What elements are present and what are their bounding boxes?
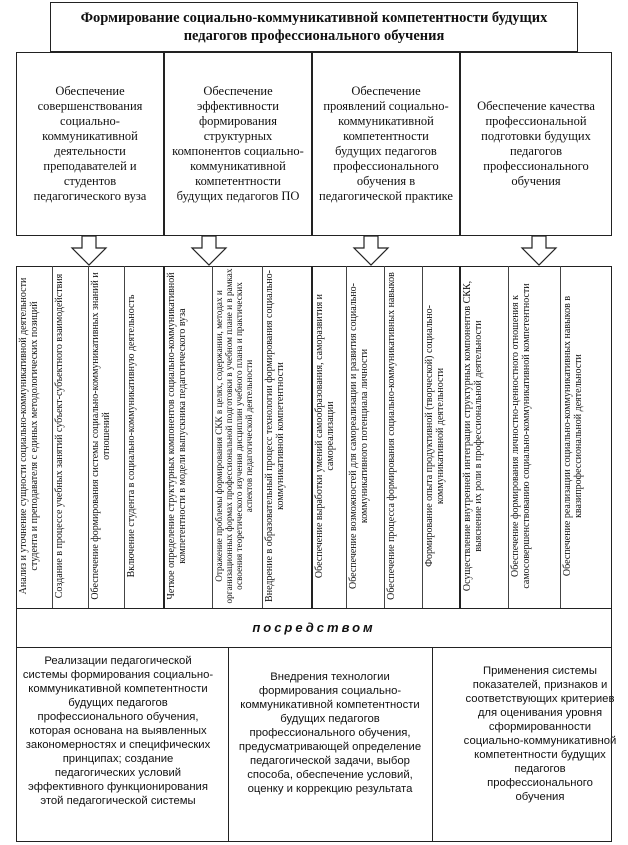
result-2: Внедрения технологии формирования социально-коммуникативной компетентности будущих педагогов профессионального обучения, предусматривающей определение педагогической задачи, выбор способа, обеспечение условий, оценку и коррекцию результата bbox=[238, 671, 422, 795]
divider bbox=[88, 266, 89, 608]
divider bbox=[228, 648, 229, 842]
divider bbox=[124, 266, 125, 608]
condition-3-3: Обеспечение процесса формирования социально-коммуникативных навыков bbox=[386, 272, 397, 600]
task-text-2: Обеспечение эффективности формирования структурных компонентов социально-коммуникативной компетентности будущих педагогов ПО bbox=[172, 84, 304, 203]
results-frame bbox=[16, 648, 612, 842]
condition-2-1: Четкое определение структурных компонентов социально-коммуникативной компетентности в модели выпускника педагогического вуза bbox=[166, 272, 188, 600]
down-arrow-icon bbox=[72, 236, 556, 265]
result-3: Применения системы показателей, признаков и соответствующих критериев для оценивания уровня сформированности социально-коммуникативной компетентности будущих педагогов профессионального обучения bbox=[463, 665, 617, 803]
divider bbox=[432, 648, 433, 842]
diagram-title: Формирование социально-коммуникативной компетентности будущих педагогов профессионального обучения bbox=[50, 2, 578, 52]
task-text-1: Обеспечение совершенствования социально-коммуникативной деятельности преподавателей и студентов педагогического вуза bbox=[33, 84, 147, 203]
divider bbox=[52, 266, 53, 608]
condition-3-2: Обеспечение возможностей для самореализации и развития социально-коммуникативного потенциала личности bbox=[348, 283, 370, 590]
divider bbox=[560, 266, 561, 608]
divider bbox=[422, 266, 423, 608]
divider bbox=[212, 266, 213, 608]
result-1: Реализации педагогической системы формирования социально-коммуникативной компетентности будущих педагогов профессионального обучения, которая основана на выявленных закономерностях и специфических принципах; создание педагогических условий эффективного функционирования этой педагогической системы bbox=[22, 655, 214, 807]
condition-4-2: Обеспечение формирования личностно-ценностного отношения к самосовершенствованию социально-коммуникативной компетентности bbox=[510, 283, 532, 589]
task-text-3: Обеспечение проявлений социально-коммуникативной компетентности будущих педагогов профессионального обучения в педагогической практике bbox=[319, 84, 453, 203]
condition-1-4: Включение студента в социально-коммуникативную деятельность bbox=[126, 294, 137, 578]
condition-1-1: Анализ и уточнение сущности социально-коммуникативной деятельности студента и преподавателя с единых методологических позиций bbox=[18, 277, 40, 595]
condition-2-3: Внедрение в образовательный процесс технологии формирования социально-коммуникативной компетентности bbox=[264, 270, 286, 602]
condition-1-3: Обеспечение формирования системы социально-коммуникативных знаний и отношений bbox=[90, 272, 112, 600]
condition-3-1: Обеспечение выработки умений самообразования, саморазвития и самореализации bbox=[314, 293, 336, 579]
divider bbox=[384, 266, 385, 608]
condition-4-1: Осуществление внутренней интеграции структурных компонентов СКК, выяснение их роли в профессиональной деятельности bbox=[462, 280, 484, 592]
task-text-4: Обеспечение качества профессиональной подготовки будущих педагогов профессионального обучения bbox=[477, 99, 595, 188]
conditions-top-border bbox=[16, 266, 612, 267]
divider bbox=[346, 266, 347, 608]
condition-1-2: Создание в процессе учебных занятий субъект-субъектного взаимодействия bbox=[54, 273, 65, 599]
divider bbox=[262, 266, 263, 608]
condition-3-4: Формирование опыта продуктивной (творческой) социально-коммуникативной деятельности bbox=[424, 305, 446, 567]
condition-2-2: Отражение проблемы формирования СКК в целях, содержании, методах и организационных формах профессиональной подготовки в учебном плане и в рамках освоения теоретического изучения дисциплин учебного плана и практических аспектов педагогической деятельности bbox=[214, 268, 254, 604]
condition-4-3: Обеспечение реализации социально-коммуникативных навыков в квазипрофессиональной деятельности bbox=[562, 295, 584, 577]
means-label: посредством bbox=[16, 608, 612, 648]
divider bbox=[508, 266, 509, 608]
